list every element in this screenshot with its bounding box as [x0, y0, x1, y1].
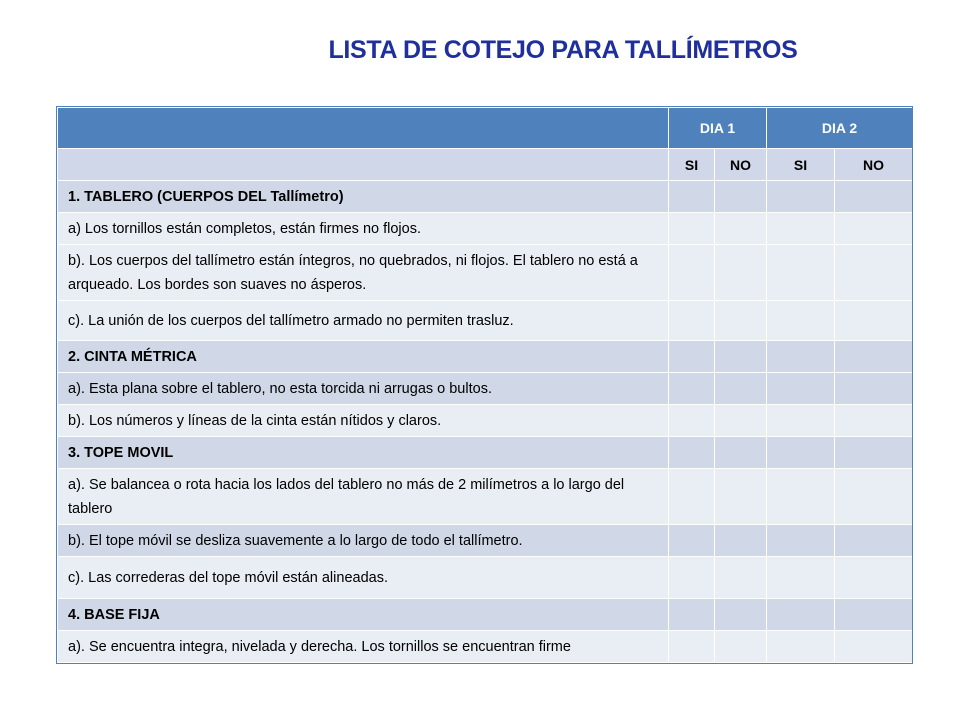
check-cell-day1-no[interactable] — [715, 245, 767, 301]
header-day1: DIA 1 — [669, 108, 767, 149]
check-cell-day2-no[interactable] — [835, 181, 913, 213]
check-cell-day2-no[interactable] — [835, 525, 913, 557]
check-cell-day1-no[interactable] — [715, 405, 767, 437]
check-cell-day1-si[interactable] — [669, 469, 715, 525]
item-row — [58, 245, 913, 301]
check-cell-day1-no[interactable] — [715, 525, 767, 557]
section-row — [58, 181, 913, 213]
check-cell-day2-si[interactable] — [767, 525, 835, 557]
check-cell-day2-si[interactable] — [767, 301, 835, 341]
item-row — [58, 405, 913, 437]
check-cell-day2-si[interactable] — [767, 181, 835, 213]
check-cell-day2-si[interactable] — [767, 373, 835, 405]
header-blank-cell — [58, 108, 669, 149]
check-cell-day2-no[interactable] — [835, 341, 913, 373]
check-cell-day1-si[interactable] — [669, 181, 715, 213]
item-row — [58, 631, 913, 663]
checklist-table — [57, 107, 913, 663]
section-row — [58, 341, 913, 373]
item-label: c). La unión de los cuerpos del tallímetro armado no permiten trasluz. — [58, 301, 669, 341]
check-cell-day2-no[interactable] — [835, 557, 913, 599]
check-cell-day2-si[interactable] — [767, 405, 835, 437]
check-cell-day1-si[interactable] — [669, 525, 715, 557]
item-row — [58, 373, 913, 405]
item-label: b). El tope móvil se desliza suavemente a lo largo de todo el tallímetro. — [58, 525, 669, 557]
check-cell-day2-si[interactable] — [767, 631, 835, 663]
section-label: 2. CINTA MÉTRICA — [58, 341, 669, 373]
check-cell-day2-si[interactable] — [767, 213, 835, 245]
header-blank-cell — [58, 149, 669, 181]
check-cell-day1-si[interactable] — [669, 557, 715, 599]
item-label: a) Los tornillos están completos, están firmes no flojos. — [58, 213, 669, 245]
check-cell-day1-si[interactable] — [669, 245, 715, 301]
item-row — [58, 469, 913, 525]
check-cell-day1-no[interactable] — [715, 631, 767, 663]
check-cell-day1-no[interactable] — [715, 599, 767, 631]
check-cell-day2-no[interactable] — [835, 469, 913, 525]
check-cell-day2-no[interactable] — [835, 437, 913, 469]
item-label: a). Se balancea o rota hacia los lados del tablero no más de 2 milímetros a lo largo del tablero — [58, 469, 669, 525]
header-row-answers — [58, 149, 913, 181]
check-cell-day1-si[interactable] — [669, 373, 715, 405]
check-cell-day2-no[interactable] — [835, 405, 913, 437]
header-day1-no: NO — [715, 149, 767, 181]
item-label: a). Se encuentra integra, nivelada y derecha. Los tornillos se encuentran firme — [58, 631, 669, 663]
section-label: 3. TOPE MOVIL — [58, 437, 669, 469]
section-row — [58, 437, 913, 469]
check-cell-day1-si[interactable] — [669, 437, 715, 469]
check-cell-day2-si[interactable] — [767, 599, 835, 631]
header-day2-no: NO — [835, 149, 913, 181]
page-title: LISTA DE COTEJO PARA TALLÍMETROS — [328, 36, 798, 64]
item-row — [58, 213, 913, 245]
check-cell-day1-no[interactable] — [715, 557, 767, 599]
item-label: c). Las correderas del tope móvil están alineadas. — [58, 557, 669, 599]
check-cell-day1-no[interactable] — [715, 181, 767, 213]
check-cell-day1-no[interactable] — [715, 373, 767, 405]
check-cell-day1-no[interactable] — [715, 341, 767, 373]
item-row — [58, 557, 913, 599]
check-cell-day1-si[interactable] — [669, 599, 715, 631]
item-row — [58, 301, 913, 341]
check-cell-day1-si[interactable] — [669, 405, 715, 437]
check-cell-day2-no[interactable] — [835, 373, 913, 405]
check-cell-day2-no[interactable] — [835, 631, 913, 663]
check-cell-day2-no[interactable] — [835, 245, 913, 301]
section-label: 4. BASE FIJA — [58, 599, 669, 631]
item-row — [58, 525, 913, 557]
check-cell-day1-si[interactable] — [669, 301, 715, 341]
check-cell-day1-si[interactable] — [669, 341, 715, 373]
item-label: b). Los números y líneas de la cinta están nítidos y claros. — [58, 405, 669, 437]
check-cell-day2-si[interactable] — [767, 557, 835, 599]
header-day2-si: SI — [767, 149, 835, 181]
header-day2: DIA 2 — [767, 108, 913, 149]
check-cell-day2-no[interactable] — [835, 599, 913, 631]
check-cell-day2-si[interactable] — [767, 341, 835, 373]
check-cell-day1-no[interactable] — [715, 213, 767, 245]
check-cell-day2-no[interactable] — [835, 213, 913, 245]
check-cell-day2-si[interactable] — [767, 469, 835, 525]
check-cell-day1-no[interactable] — [715, 437, 767, 469]
check-cell-day2-si[interactable] — [767, 245, 835, 301]
header-day1-si: SI — [669, 149, 715, 181]
check-cell-day2-si[interactable] — [767, 437, 835, 469]
header-row-days — [58, 108, 913, 149]
item-label: b). Los cuerpos del tallímetro están íntegros, no quebrados, ni flojos. El tablero no está a arqueado. Los bordes son suaves no ásperos. — [58, 245, 669, 301]
section-label: 1. TABLERO (CUERPOS DEL Tallímetro) — [58, 181, 669, 213]
check-cell-day1-no[interactable] — [715, 301, 767, 341]
section-row — [58, 599, 913, 631]
item-label: a). Esta plana sobre el tablero, no esta torcida ni arrugas o bultos. — [58, 373, 669, 405]
check-cell-day2-no[interactable] — [835, 301, 913, 341]
check-cell-day1-si[interactable] — [669, 213, 715, 245]
check-cell-day1-no[interactable] — [715, 469, 767, 525]
check-cell-day1-si[interactable] — [669, 631, 715, 663]
